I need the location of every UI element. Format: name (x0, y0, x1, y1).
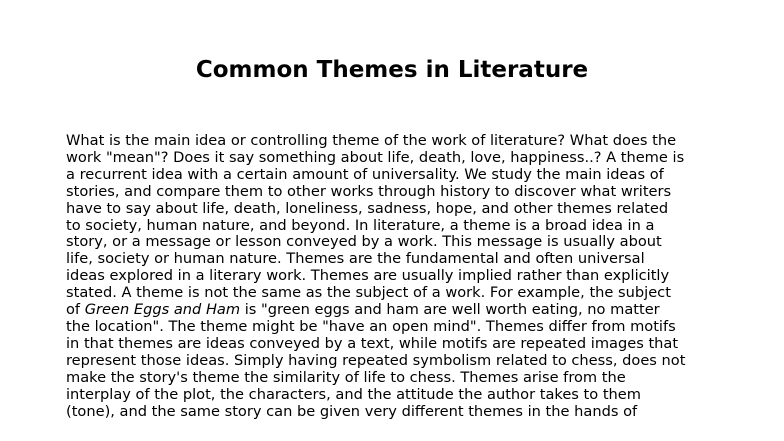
book-title-green-eggs-and-ham: Green Eggs and Ham (84, 301, 241, 319)
text-line-2: work "mean"? Does it say something about life, death, love, happiness..? A theme is (66, 148, 685, 166)
text-line-10: stated. A theme is not the same as the subject of a work. For example, the subject (66, 284, 671, 302)
text-line-17: (tone), and the same story can be given very different themes in the hands of (66, 402, 638, 420)
text-line-14: represent those ideas. Simply having repeated symbolism related to chess, does not (66, 351, 686, 369)
body-paragraph (66, 133, 726, 420)
text-line-16: interplay of the plot, the characters, and the attitude the author takes to them (66, 385, 642, 403)
text-line-12: the location". The theme might be "have an open mind". Themes differ from motifs (66, 317, 676, 335)
text-line-6: to society, human nature, and beyond. In literature, a theme is a broad idea in a (66, 216, 655, 234)
text-line-5: have to say about life, death, loneliness, sadness, hope, and other themes related (66, 199, 669, 217)
text-line-13: in that themes are ideas conveyed by a text, while motifs are repeated images that (66, 334, 679, 352)
text-line-7: story, or a message or lesson conveyed by a work. This message is usually about (66, 233, 662, 251)
text-line-9: ideas explored in a literary work. Themes are usually implied rather than explicitly (66, 267, 670, 285)
text-line-15: make the story's theme the similarity of life to chess. Themes arise from the (66, 368, 626, 386)
text-line-11-prefix: of (66, 301, 85, 319)
text-line-1: What is the main idea or controlling theme of the work of literature? What does the (66, 132, 677, 149)
text-line-3: a recurrent idea with a certain amount of universality. We study the main ideas of (66, 165, 664, 183)
text-line-11 (66, 302, 726, 319)
text-line-4: stories, and compare them to other works through history to discover what writers (66, 182, 672, 200)
text-line-8: life, society or human nature. Themes are the fundamental and often universal (66, 250, 645, 268)
text-line-11-suffix: is "green eggs and ham are well worth eating, no matter (240, 301, 660, 319)
page-title: Common Themes in Literature (195, 57, 589, 83)
